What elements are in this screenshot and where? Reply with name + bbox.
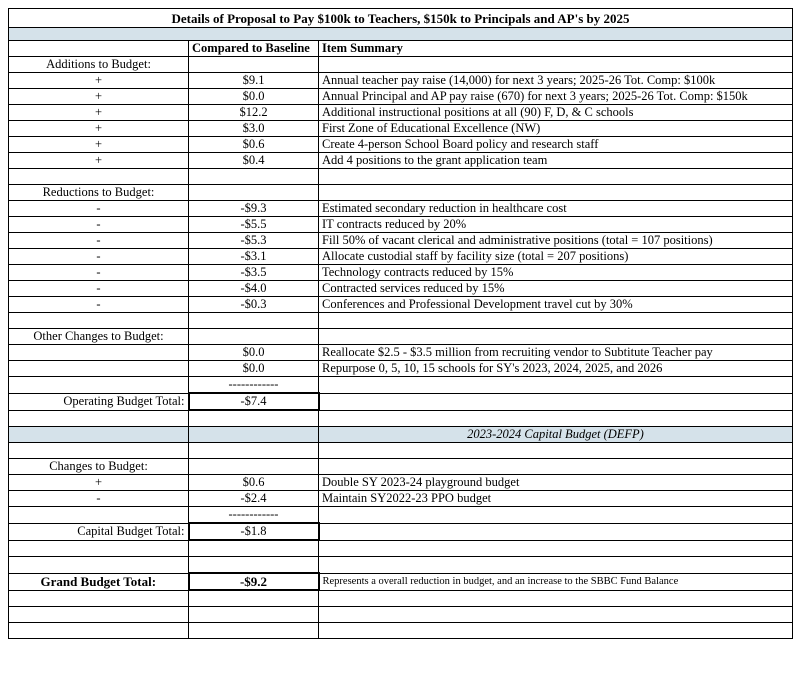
- empty-row: [9, 410, 793, 427]
- table-row: $0.0 Reallocate $2.5 - $3.5 million from recruiting vendor to Subtitute Teacher pay: [9, 345, 793, 361]
- table-row: + $0.6 Double SY 2023-24 playground budget: [9, 475, 793, 491]
- section-label: Reductions to Budget:: [9, 185, 189, 201]
- capital-budget-title: 2023-2024 Capital Budget (DEFP): [319, 427, 793, 443]
- empty-row: [9, 623, 793, 639]
- table-row: - -$5.3 Fill 50% of vacant clerical and administrative positions (total = 107 positions): [9, 233, 793, 249]
- table-row: - -$3.1 Allocate custodial staff by facility size (total = 207 positions): [9, 249, 793, 265]
- grand-total-note: Represents a overall reduction in budget, and an increase to the SBBC Fund Balance: [319, 573, 793, 590]
- empty-row: [9, 169, 793, 185]
- separator: ------------: [189, 377, 319, 394]
- capital-section-row: [9, 427, 793, 443]
- section-label: Additions to Budget:: [9, 57, 189, 73]
- grand-total-row: [9, 573, 793, 590]
- sheet-title: Details of Proposal to Pay $100k to Teachers, $150k to Principals and AP's by 2025: [9, 9, 793, 28]
- capital-total-row: [9, 523, 793, 540]
- table-row: - -$5.5 IT contracts reduced by 20%: [9, 217, 793, 233]
- section-reductions: [9, 185, 793, 201]
- table-row: + $12.2 Additional instructional positions at all (90) F, D, & C schools: [9, 105, 793, 121]
- budget-proposal-sheet: [8, 8, 793, 639]
- header-compared: Compared to Baseline: [189, 41, 319, 57]
- table-row: - -$9.3 Estimated secondary reduction in healthcare cost: [9, 201, 793, 217]
- section-label: Other Changes to Budget:: [9, 329, 189, 345]
- table-row: - -$3.5 Technology contracts reduced by 15%: [9, 265, 793, 281]
- operating-total-row: [9, 393, 793, 410]
- grand-total-label: Grand Budget Total:: [9, 573, 189, 590]
- table-row: $0.0 Repurpose 0, 5, 10, 15 schools for SY's 2023, 2024, 2025, and 2026: [9, 361, 793, 377]
- title-row: [9, 9, 793, 28]
- band-row: [9, 28, 793, 41]
- header-summary: Item Summary: [319, 41, 793, 57]
- header-row: [9, 41, 793, 57]
- operating-total-label: Operating Budget Total:: [9, 393, 189, 410]
- section-other: [9, 329, 793, 345]
- operating-total-value: -$7.4: [189, 393, 319, 410]
- empty-row: [9, 443, 793, 459]
- capital-total-value: -$1.8: [189, 523, 319, 540]
- table-row: - -$2.4 Maintain SY2022-23 PPO budget: [9, 491, 793, 507]
- capital-total-label: Capital Budget Total:: [9, 523, 189, 540]
- table-row: - -$0.3 Conferences and Professional Development travel cut by 30%: [9, 297, 793, 313]
- separator-row: [9, 507, 793, 524]
- section-changes: [9, 459, 793, 475]
- empty-row: [9, 313, 793, 329]
- empty-row: [9, 607, 793, 623]
- separator-row: [9, 377, 793, 394]
- table-row: + $0.0 Annual Principal and AP pay raise (670) for next 3 years; 2025-26 Tot. Comp: $150k: [9, 89, 793, 105]
- table-row: + $9.1 Annual teacher pay raise (14,000) for next 3 years; 2025-26 Tot. Comp: $100k: [9, 73, 793, 89]
- empty-row: [9, 557, 793, 574]
- table-row: + $3.0 First Zone of Educational Excellence (NW): [9, 121, 793, 137]
- grand-total-value: -$9.2: [189, 573, 319, 590]
- empty-row: [9, 590, 793, 607]
- table-row: + $0.6 Create 4-person School Board policy and research staff: [9, 137, 793, 153]
- section-label: Changes to Budget:: [9, 459, 189, 475]
- table-row: + $0.4 Add 4 positions to the grant application team: [9, 153, 793, 169]
- separator: ------------: [189, 507, 319, 524]
- section-additions: [9, 57, 793, 73]
- table-row: - -$4.0 Contracted services reduced by 15%: [9, 281, 793, 297]
- empty-row: [9, 540, 793, 557]
